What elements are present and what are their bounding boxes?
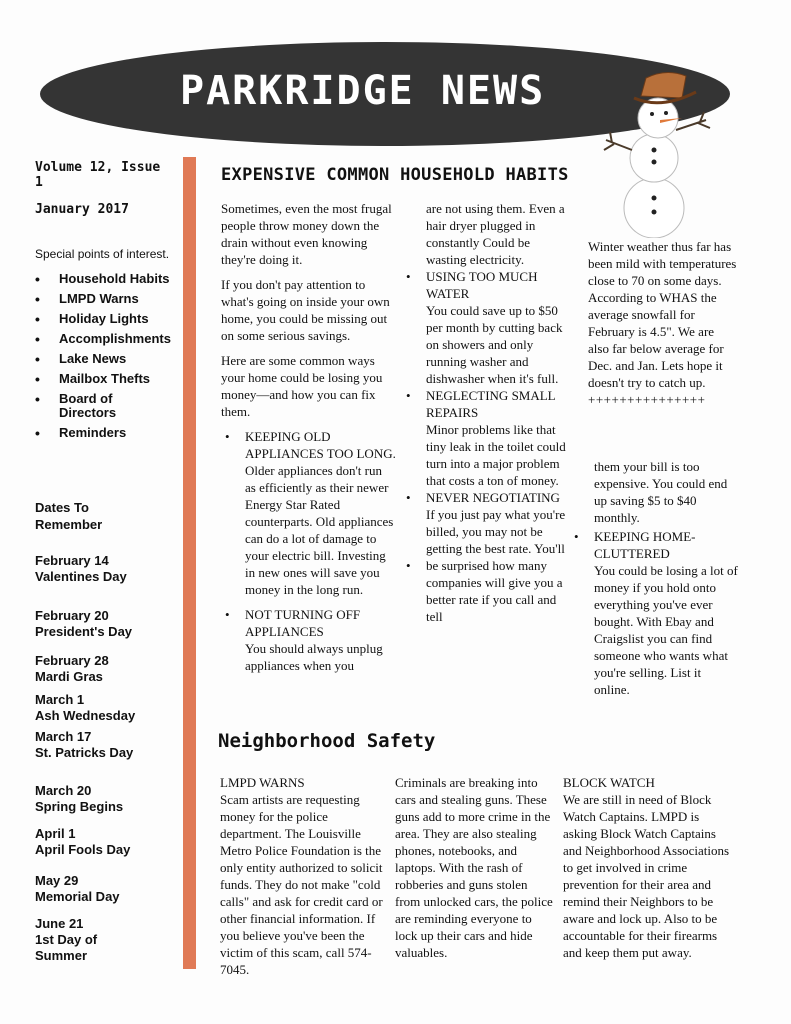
bullet-text: You could be losing a lot of money if you hold onto everything you've ever bought. With Ebay and Craigslist you can find someone who wants what you're selling. List it online. bbox=[594, 563, 738, 697]
article-title: EXPENSIVE COMMON HOUSEHOLD HABITS bbox=[221, 165, 569, 185]
date-entry bbox=[35, 553, 165, 585]
section-title: Neighborhood Safety bbox=[218, 730, 436, 752]
article1-col1 bbox=[221, 200, 396, 674]
date-event: Valentines Day bbox=[35, 569, 127, 584]
sidebar bbox=[35, 160, 170, 446]
bullet-item bbox=[402, 557, 567, 625]
date-entry bbox=[35, 916, 120, 964]
date-event: Memorial Day bbox=[35, 889, 120, 904]
point-item: • Reminders bbox=[35, 426, 170, 440]
article2-col1 bbox=[220, 774, 385, 978]
date-event: Spring Begins bbox=[35, 799, 124, 814]
paragraph: Here are some common ways your home could be losing you money—and how you can fix them. bbox=[221, 353, 383, 419]
date-entry bbox=[35, 783, 165, 815]
bullet-title: • USING TOO MUCH WATER bbox=[426, 269, 538, 301]
accent-divider bbox=[183, 157, 196, 969]
date-event: Ash Wednesday bbox=[35, 708, 136, 723]
bullet-text: Older appliances don't run as efficiently as their newer Energy Star Rated counterparts. Old appliances can do a lot of damage to your electric bill. Investing in new ones will save you money in the long run. bbox=[245, 463, 394, 597]
date-label: March 20 bbox=[35, 783, 92, 798]
date-entry bbox=[35, 653, 165, 685]
date-event: Mardi Gras bbox=[35, 669, 103, 684]
point-item: • Household Habits bbox=[35, 272, 170, 286]
date-entry bbox=[35, 692, 165, 724]
weather-text: Winter weather thus far has been mild with temperatures close to 70 on some days. According to WHAS the average snowfall for February is 4.5". We are also far below average for Dec. and Jan. Lets hope it doesn't try to catch up. bbox=[588, 239, 737, 390]
bullet-item bbox=[402, 489, 567, 557]
date-label: June 21 bbox=[35, 916, 84, 931]
point-item: • Holiday Lights bbox=[35, 312, 170, 326]
bullet-title: • KEEPING OLD APPLIANCES TOO LONG. bbox=[245, 429, 396, 461]
bullet-text: If you just pay what you're billed, you may not be getting the best rate. You'll bbox=[426, 507, 566, 556]
issue-date: January 2017 bbox=[35, 202, 129, 217]
points-list bbox=[35, 272, 170, 440]
bullet-item bbox=[402, 387, 567, 489]
date-entry bbox=[35, 729, 165, 761]
date-entry bbox=[35, 826, 165, 858]
date-label: March 17 bbox=[35, 729, 92, 744]
bullet-title: • KEEPING HOME-CLUTTERED bbox=[594, 529, 696, 561]
bullet-item bbox=[221, 428, 396, 598]
article2-col2 bbox=[395, 774, 555, 961]
date-label: May 29 bbox=[35, 873, 79, 888]
bullet-item bbox=[570, 528, 740, 698]
issue-volume: Volume 12, Issue 1 bbox=[35, 160, 161, 190]
date-label: March 1 bbox=[35, 692, 85, 707]
date-event: St. Patricks Day bbox=[35, 745, 134, 760]
point-item: • Lake News bbox=[35, 352, 170, 366]
separator: +++++++++++++++ bbox=[588, 392, 706, 407]
article1-col2 bbox=[402, 200, 567, 625]
bullet-text: • be surprised how many companies will give you a better rate if you call and tell bbox=[426, 558, 563, 624]
dates-heading: Dates To Remember bbox=[35, 500, 103, 532]
bullet-title: • NEVER NEGOTIATING bbox=[426, 490, 560, 505]
paragraph: We are still in need of Block Watch Captains. LMPD is asking Block Watch Captains and Neighborhood Associations to get involved in crime prevention for their area and remind their Neighbors to be aware and lock up. Also to be accountable for their firearms and keep them put away. bbox=[563, 792, 730, 960]
date-entry bbox=[35, 873, 165, 905]
paragraph: Criminals are breaking into cars and stealing guns. These guns add to more crime in the area. They are also stealing phones, notebooks, and laptops. With the rash of robberies and guns stolen from unlocked cars, the police are reminding everyone to lock up their cars and hide valuables. bbox=[395, 775, 553, 960]
point-item: • LMPD Warns bbox=[35, 292, 170, 306]
bullet-text: You should always unplug appliances when you bbox=[245, 641, 383, 673]
bullet-text: Minor problems like that tiny leak in the toilet could turn into a major problem that costs a ton of money. bbox=[426, 422, 566, 488]
article2-col3 bbox=[563, 774, 733, 961]
column-heading: BLOCK WATCH bbox=[563, 775, 655, 790]
newsletter-title: PARKRIDGE NEWS bbox=[180, 68, 546, 114]
weather-note bbox=[588, 238, 738, 408]
date-entry bbox=[35, 608, 165, 640]
bullet-item bbox=[402, 268, 567, 387]
point-item: • Mailbox Thefts bbox=[35, 372, 170, 386]
point-item: • Board of Directors bbox=[35, 392, 170, 420]
paragraph: them your bill is too expensive. You could end up saving $5 to $40 monthly. bbox=[594, 459, 728, 525]
date-event: 1st Day of Summer bbox=[35, 932, 98, 963]
bullet-text: You could save up to $50 per month by cutting back on showers and only running washer and dishwasher when it's full. bbox=[426, 303, 563, 386]
point-item: • Accomplishments bbox=[35, 332, 170, 346]
article1-col3 bbox=[570, 458, 740, 698]
points-heading: Special points of interest. bbox=[35, 247, 170, 261]
date-label: April 1 bbox=[35, 826, 76, 841]
date-label: February 28 bbox=[35, 653, 109, 668]
paragraph: are not using them. Even a hair dryer plugged in constantly Could be wasting electricity. bbox=[426, 201, 565, 267]
paragraph: Scam artists are requesting money for the police department. The Louisville Metro Police Foundation is the only entity authorized to solicit funds. They do not make "cold calls" and ask for credit card or other financial information. If you believe you've been the victim of this scam, call 574-7045. bbox=[220, 792, 383, 977]
paragraph: Sometimes, even the most frugal people throw money down the drain without even knowing they're doing it. bbox=[221, 201, 392, 267]
date-event: President's Day bbox=[35, 624, 133, 639]
column-heading: LMPD WARNS bbox=[220, 775, 305, 790]
bullet-title: • NEGLECTING SMALL REPAIRS bbox=[426, 388, 556, 420]
date-event: April Fools Day bbox=[35, 842, 131, 857]
paragraph: If you don't pay attention to what's going on inside your own home, you could be missing out on some serious savings. bbox=[221, 277, 390, 343]
date-label: February 20 bbox=[35, 608, 109, 623]
bullet-item bbox=[221, 606, 396, 674]
snowman-illustration bbox=[586, 58, 726, 238]
date-label: February 14 bbox=[35, 553, 109, 568]
bullet-title: • NOT TURNING OFF APPLIANCES bbox=[245, 607, 361, 639]
